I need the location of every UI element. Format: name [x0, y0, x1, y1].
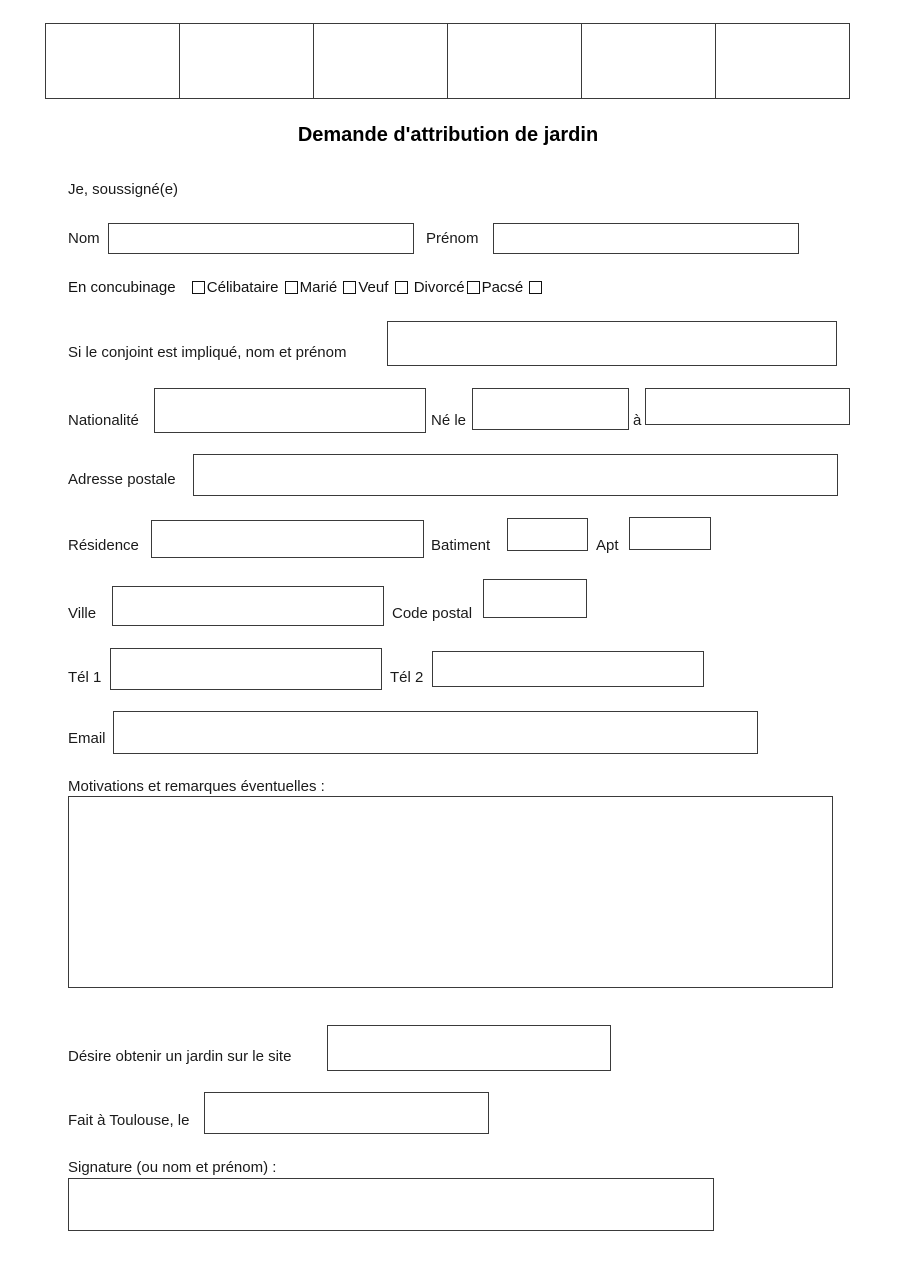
ne-le-label: Né le — [431, 412, 467, 429]
header-cell — [716, 24, 849, 98]
ne-le-field[interactable] — [472, 388, 629, 430]
motivations-label: Motivations et remarques éventuelles : — [68, 778, 325, 795]
checkbox-veuf[interactable] — [395, 281, 408, 294]
ville-field[interactable] — [112, 586, 384, 626]
email-field[interactable] — [113, 711, 758, 754]
nom-label: Nom — [68, 230, 100, 247]
header-cell — [180, 24, 314, 98]
apt-field[interactable] — [629, 517, 711, 550]
ville-label: Ville — [68, 605, 97, 622]
conjoint-field[interactable] — [387, 321, 837, 366]
checkbox-pacse[interactable] — [529, 281, 542, 294]
status-label-marie: Marié — [299, 279, 338, 296]
marital-status-row — [68, 279, 544, 297]
tel1-field[interactable] — [110, 648, 382, 690]
lieu-naissance-field[interactable] — [645, 388, 850, 425]
conjoint-label: Si le conjoint est impliqué, nom et prénom — [68, 344, 347, 361]
header-cell — [448, 24, 582, 98]
residence-field[interactable] — [151, 520, 424, 558]
batiment-field[interactable] — [507, 518, 588, 551]
motivations-textarea[interactable] — [68, 796, 833, 988]
checkbox-celibataire[interactable] — [285, 281, 298, 294]
batiment-label: Batiment — [431, 537, 491, 554]
status-label-pacse: Pacsé — [481, 279, 524, 296]
site-field[interactable] — [327, 1025, 611, 1071]
signature-label: Signature (ou nom et prénom) : — [68, 1159, 277, 1176]
nationalite-label: Nationalité — [68, 412, 139, 429]
tel1-label: Tél 1 — [68, 669, 102, 686]
page-title: Demande d'attribution de jardin — [297, 124, 599, 146]
signature-field[interactable] — [68, 1178, 714, 1231]
apt-label: Apt — [596, 537, 619, 554]
a-label: à — [633, 412, 642, 429]
header-cell — [314, 24, 448, 98]
adresse-field[interactable] — [193, 454, 838, 496]
date-field[interactable] — [204, 1092, 489, 1134]
header-cell — [46, 24, 180, 98]
status-label-veuf: Veuf — [358, 279, 389, 296]
code-postal-label: Code postal — [392, 605, 473, 622]
site-label: Désire obtenir un jardin sur le site — [68, 1048, 292, 1065]
nationalite-field[interactable] — [154, 388, 426, 433]
nom-field[interactable] — [108, 223, 414, 254]
checkbox-marie[interactable] — [343, 281, 356, 294]
prenom-label: Prénom — [426, 230, 479, 247]
checkbox-concubinage[interactable] — [192, 281, 205, 294]
header-table — [45, 23, 850, 99]
fait-a-label: Fait à Toulouse, le — [68, 1112, 190, 1129]
adresse-label: Adresse postale — [68, 471, 176, 488]
code-postal-field[interactable] — [483, 579, 587, 618]
intro-text: Je, soussigné(e) — [68, 181, 179, 198]
checkbox-divorce[interactable] — [467, 281, 480, 294]
email-label: Email — [68, 730, 106, 747]
tel2-field[interactable] — [432, 651, 704, 687]
status-label-concubinage: En concubinage — [68, 279, 176, 296]
status-label-celibataire: Célibataire — [206, 279, 279, 296]
status-label-divorce: Divorcé — [413, 279, 465, 296]
residence-label: Résidence — [68, 537, 139, 554]
prenom-field[interactable] — [493, 223, 799, 254]
tel2-label: Tél 2 — [390, 669, 424, 686]
header-cell — [582, 24, 716, 98]
